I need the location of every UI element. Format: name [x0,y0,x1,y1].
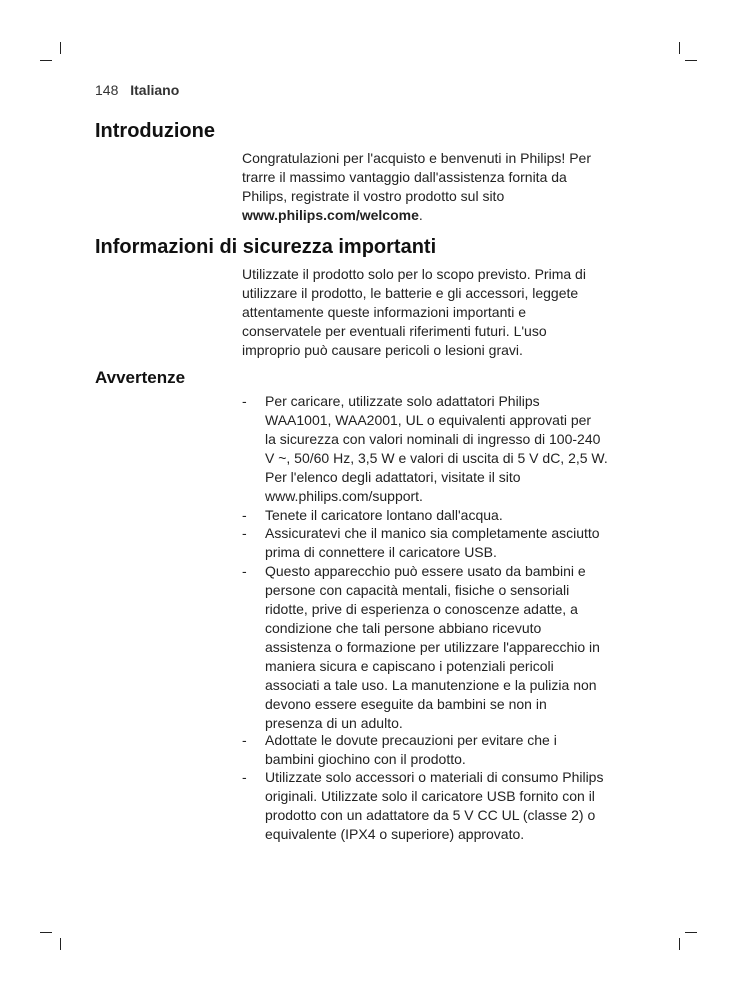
text-line: Per caricare, utilizzate solo adattatori Philips [265,393,540,409]
text-line: bambini giochino con il prodotto. [265,751,466,767]
text-line: prima di connettere il caricatore USB. [265,544,497,560]
text-line: devono essere eseguite da bambini se non in [265,696,547,712]
text-line: attentamente queste informazioni importanti e [242,304,527,320]
text-line: Utilizzate il prodotto solo per lo scopo previsto. Prima di [242,266,586,282]
text-line: la sicurezza con valori nominali di ingresso di 100-240 [265,431,601,447]
bullet-dash: - [242,769,247,785]
text-line: V ~, 50/60 Hz, 3,5 W e valori di uscita di 5 V dC, 2,5 W. [265,450,608,466]
text-line: equivalente (IPX4 o superiore) approvato. [265,826,525,842]
warnings-heading: Avvertenze [95,368,186,387]
text-line: maniera sicura e capiscano i potenziali pericoli [265,658,554,674]
intro-heading: Introduzione [95,120,215,142]
text-line: Philips, registrate il vostro prodotto sul sito [242,188,505,204]
support-link[interactable]: www.philips.com/support. [265,488,423,504]
bullet-dash: - [242,507,247,523]
text-line: Assicuratevi che il manico sia completamente asciutto [265,525,600,541]
intro-paragraph [242,149,644,225]
text-line: Adottate le dovute precauzioni per evitare che i [265,732,557,748]
warning-item [242,392,644,506]
page-number: 148 [95,82,119,98]
welcome-link[interactable]: www.philips.com/welcome [242,207,419,223]
text-line [242,206,644,225]
crop-mark [60,42,61,54]
crop-mark [40,932,52,933]
crop-mark [679,42,680,54]
warning-item [242,731,644,769]
text-line: Congratulazioni per l'acquisto e benvenuti in Philips! Per [242,150,591,166]
text-line: trarre il massimo vantaggio dall'assistenza fornita da [242,169,567,185]
crop-mark [685,60,697,61]
text-line: presenza di un adulto. [265,715,403,731]
text-line: Questo apparecchio può essere usato da bambini e [265,563,586,579]
text-line: assistenza o formazione per utilizzare l'apparecchio in [265,639,600,655]
bullet-dash: - [242,732,247,748]
text-line: associati a tale uso. La manutenzione e la pulizia non [265,677,597,693]
warning-item [242,524,644,562]
safety-paragraph [242,265,644,360]
text-line: prodotto con un adattatore da 5 V CC UL (classe 2) o [265,807,596,823]
text-line: WAA1001, WAA2001, UL o equivalenti approvati per [265,412,592,428]
bullet-dash: - [242,563,247,579]
crop-mark [679,938,680,950]
link-suffix: . [418,207,423,223]
warning-item [242,506,644,525]
text-line: persone con capacità mentali, fisiche o sensoriali [265,582,570,598]
warning-item [242,562,644,733]
crop-mark [685,932,697,933]
text-line: conservatele per eventuali riferimenti futuri. L'uso [242,323,547,339]
bullet-dash: - [242,525,247,541]
text-line: condizione che tali persone abbiano ricevuto [265,620,542,636]
page-header [95,82,179,98]
crop-mark [40,60,52,61]
safety-heading: Informazioni di sicurezza importanti [95,236,437,258]
text-line: ridotte, prive di esperienza o conoscenze adatte, a [265,601,578,617]
language-label: Italiano [130,82,180,98]
text-line: Tenete il caricatore lontano dall'acqua. [265,507,503,523]
crop-mark [60,938,61,950]
text-line: Per l'elenco degli adattatori, visitate il sito [265,469,521,485]
text-line: Utilizzate solo accessori o materiali di consumo Philips [265,769,604,785]
warning-item [242,768,644,844]
text-line: originali. Utilizzate solo il caricatore USB fornito con il [265,788,595,804]
text-line: utilizzare il prodotto, le batterie e gli accessori, leggete [242,285,579,301]
bullet-dash: - [242,393,247,409]
text-line: improprio può causare pericoli o lesioni gravi. [242,342,523,358]
